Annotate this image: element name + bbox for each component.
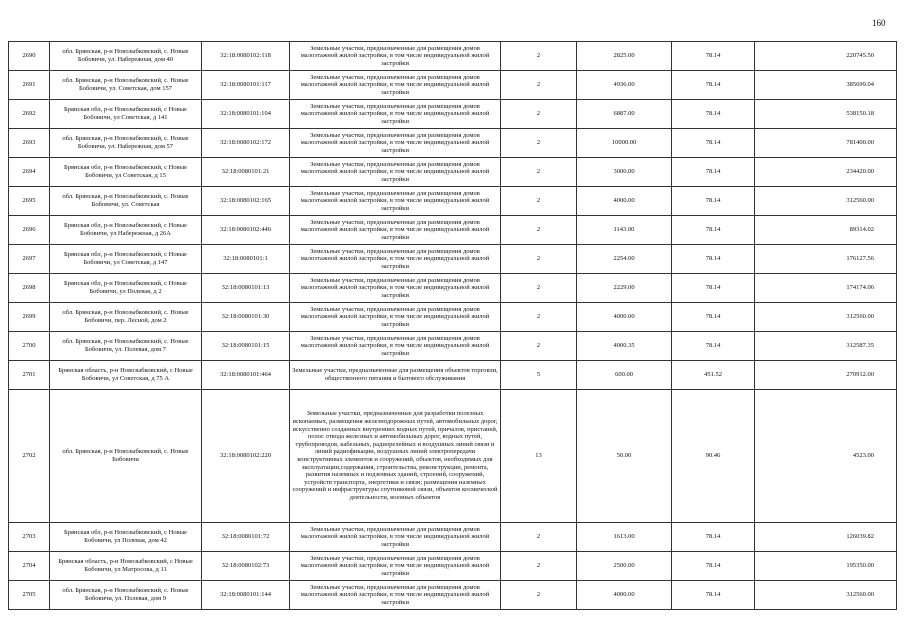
- table-row: [9, 71, 897, 100]
- cell-land-use-type: Земельные участки, предназначенные для размещения домов малоэтажной жилой застройки, в том числе индивидуальной жилой застройки: [290, 71, 501, 100]
- cell-land-use-type: Земельные участки, предназначенные для размещения домов малоэтажной жилой застройки, в том числе индивидуальной жилой застройки: [290, 552, 501, 581]
- cell-address: обл. Брянская, р-н Новозыбковский, с. Новые Бобовичи: [50, 390, 202, 523]
- cell-area: 4000.00: [577, 581, 672, 610]
- cell-address: обл. Брянская, р-н Новозыбковский, с. Новые Бобовичи, пер. Лесной, дом 2: [50, 303, 202, 332]
- cell-row-number: 2690: [9, 42, 50, 71]
- cell-cadastral-number: 32:18:0080101:464: [202, 361, 290, 390]
- cell-address: обл. Брянская, р-н Новозыбковский, с. Новые Бобовичи, ул. Набережная, дом 57: [50, 129, 202, 158]
- cell-row-number: 2692: [9, 100, 50, 129]
- cell-row-number: 2691: [9, 71, 50, 100]
- cell-row-number: 2702: [9, 390, 50, 523]
- cell-row-number: 2693: [9, 129, 50, 158]
- cell-cadastral-number: 32:18:0080101:104: [202, 100, 290, 129]
- cell-land-use-type: Земельные участки, предназначенные для размещения домов малоэтажной жилой застройки, в том числе индивидуальной жилой застройки: [290, 158, 501, 187]
- table-row: [9, 100, 897, 129]
- cell-address: Брянская обл, р-н Новозыбковский, с Новые Бобовичи, ул Советская, д 141: [50, 100, 202, 129]
- cell-specific-value: 78.14: [672, 523, 755, 552]
- cell-row-number: 2699: [9, 303, 50, 332]
- table-row: [9, 187, 897, 216]
- cell-group-code: 2: [501, 187, 577, 216]
- cell-cadastral-value: 220745.50: [755, 42, 897, 71]
- cell-specific-value: 78.14: [672, 187, 755, 216]
- cell-cadastral-number: 32:18:0080102:172: [202, 129, 290, 158]
- cell-address: Брянская область, р-н Новозыбковский, с Новые Бобовичи, ул Матросова, д 11: [50, 552, 202, 581]
- cell-group-code: 2: [501, 581, 577, 610]
- cell-address: Брянская обл, р-н Новозыбковский, с Новые Бобовичи, ул Набережная, д 26А: [50, 216, 202, 245]
- cell-land-use-type: Земельные участки, предназначенные для размещения домов малоэтажной жилой застройки, в том числе индивидуальной жилой застройки: [290, 216, 501, 245]
- cell-cadastral-number: 32:18:0080101:30: [202, 303, 290, 332]
- cell-group-code: 2: [501, 274, 577, 303]
- cell-cadastral-number: 32:18:0080102:73: [202, 552, 290, 581]
- cell-specific-value: 78.14: [672, 332, 755, 361]
- cell-group-code: 5: [501, 361, 577, 390]
- cell-group-code: 2: [501, 71, 577, 100]
- cell-group-code: 2: [501, 245, 577, 274]
- cell-area: 1613.00: [577, 523, 672, 552]
- cell-group-code: 2: [501, 216, 577, 245]
- table-row: [9, 552, 897, 581]
- table-row: [9, 361, 897, 390]
- cell-specific-value: 78.14: [672, 158, 755, 187]
- cell-specific-value: 78.14: [672, 42, 755, 71]
- cell-specific-value: 78.14: [672, 303, 755, 332]
- page-number: 160: [872, 18, 886, 28]
- cell-land-use-type: Земельные участки, предназначенные для размещения домов малоэтажной жилой застройки, в том числе индивидуальной жилой застройки: [290, 332, 501, 361]
- cell-address: обл. Брянская, р-н Новозыбковский, с. Новые Бобовичи, ул. Набережная, дом 40: [50, 42, 202, 71]
- cell-address: обл. Брянская, р-н Новозыбковский, с. Новые Бобовичи, ул. Советская, дом 157: [50, 71, 202, 100]
- cell-row-number: 2703: [9, 523, 50, 552]
- cell-specific-value: 78.14: [672, 581, 755, 610]
- cell-cadastral-number: 32:18:0080101:13: [202, 274, 290, 303]
- cell-specific-value: 451.52: [672, 361, 755, 390]
- cell-area: 2254.00: [577, 245, 672, 274]
- cell-land-use-type: Земельные участки, предназначенные для размещения домов малоэтажной жилой застройки, в том числе индивидуальной жилой застройки: [290, 523, 501, 552]
- cell-cadastral-number: 32:18:0080101:1: [202, 245, 290, 274]
- cell-specific-value: 78.14: [672, 552, 755, 581]
- cell-area: 6887.00: [577, 100, 672, 129]
- cell-area: 2825.00: [577, 42, 672, 71]
- cell-address: обл. Брянская, р-н Новозыбковский, с. Новые Бобовичи, ул. Полевая, дом 7: [50, 332, 202, 361]
- cell-land-use-type: Земельные участки, предназначенные для размещения объектов торговли, общественного питания и бытового обслуживания: [290, 361, 501, 390]
- cell-area: 50.00: [577, 390, 672, 523]
- cell-cadastral-value: 781400.00: [755, 129, 897, 158]
- cell-cadastral-value: 195350.00: [755, 552, 897, 581]
- cell-group-code: 2: [501, 523, 577, 552]
- cell-row-number: 2698: [9, 274, 50, 303]
- cell-row-number: 2697: [9, 245, 50, 274]
- cell-specific-value: 90.46: [672, 390, 755, 523]
- table-row: [9, 303, 897, 332]
- cell-cadastral-value: 385699.04: [755, 71, 897, 100]
- cell-address: Брянская обл, р-н Новозыбковский, с Новые Бобовичи, ул Советская, д 15: [50, 158, 202, 187]
- cell-land-use-type: Земельные участки, предназначенные для размещения домов малоэтажной жилой застройки, в том числе индивидуальной жилой застройки: [290, 581, 501, 610]
- cell-cadastral-number: 32:18:0080101:117: [202, 71, 290, 100]
- cell-cadastral-value: 89314.02: [755, 216, 897, 245]
- cell-area: 2500.00: [577, 552, 672, 581]
- cell-cadastral-number: 32:18:0080101:72: [202, 523, 290, 552]
- cell-area: 600.00: [577, 361, 672, 390]
- cell-specific-value: 78.14: [672, 129, 755, 158]
- cell-cadastral-value: 174174.06: [755, 274, 897, 303]
- cell-cadastral-value: 312587.35: [755, 332, 897, 361]
- table-row: [9, 523, 897, 552]
- cell-address: обл. Брянская, р-н Новозыбковский, с. Новые Бобовичи, ул. Советская: [50, 187, 202, 216]
- cell-cadastral-value: 270912.00: [755, 361, 897, 390]
- table-row: [9, 245, 897, 274]
- cell-group-code: 2: [501, 42, 577, 71]
- cell-cadastral-value: 312560.00: [755, 303, 897, 332]
- cell-cadastral-number: 32:18:0080101:21: [202, 158, 290, 187]
- cell-land-use-type: Земельные участки, предназначенные для размещения домов малоэтажной жилой застройки, в том числе индивидуальной жилой застройки: [290, 100, 501, 129]
- cell-group-code: 13: [501, 390, 577, 523]
- cell-area: 4936.00: [577, 71, 672, 100]
- table-row: [9, 158, 897, 187]
- table-row: [9, 332, 897, 361]
- table-row: [9, 42, 897, 71]
- cell-cadastral-value: 4523.00: [755, 390, 897, 523]
- cell-row-number: 2694: [9, 158, 50, 187]
- cell-specific-value: 78.14: [672, 100, 755, 129]
- cell-address: Брянская обл, р-н Новозыбковский, с Новые Бобовичи, ул Полевая, дом 42: [50, 523, 202, 552]
- cell-group-code: 2: [501, 552, 577, 581]
- cell-land-use-type: Земельные участки, предназначенные для размещения домов малоэтажной жилой застройки, в том числе индивидуальной жилой застройки: [290, 42, 501, 71]
- cell-address: Брянская область, р-н Новозыбковский, с Новые Бобовичи, ул Советская, д 75 А: [50, 361, 202, 390]
- cell-group-code: 2: [501, 332, 577, 361]
- cell-land-use-type: Земельные участки, предназначенные для размещения домов малоэтажной жилой застройки, в том числе индивидуальной жилой застройки: [290, 187, 501, 216]
- cell-specific-value: 78.14: [672, 216, 755, 245]
- cell-cadastral-number: 32:18:0080102:118: [202, 42, 290, 71]
- cell-cadastral-value: 176127.56: [755, 245, 897, 274]
- cell-area: 10000.00: [577, 129, 672, 158]
- cell-land-use-type: Земельные участки, предназначенные для размещения домов малоэтажной жилой застройки, в том числе индивидуальной жилой застройки: [290, 274, 501, 303]
- cell-address: обл. Брянская, р-н Новозыбковский, с. Новые Бобовичи, ул. Полевая, дом 9: [50, 581, 202, 610]
- cell-group-code: 2: [501, 100, 577, 129]
- cell-cadastral-value: 234420.00: [755, 158, 897, 187]
- cell-cadastral-number: 32:18:0080102:220: [202, 390, 290, 523]
- cell-address: Брянская обл, р-н Новозыбковский, с Новые Бобовичи, ул Полевая, д 2: [50, 274, 202, 303]
- table-row: [9, 581, 897, 610]
- table-row: [9, 274, 897, 303]
- cell-cadastral-number: 32:18:0080101:144: [202, 581, 290, 610]
- cell-specific-value: 78.14: [672, 71, 755, 100]
- cell-row-number: 2704: [9, 552, 50, 581]
- cell-cadastral-value: 538150.18: [755, 100, 897, 129]
- cell-cadastral-number: 32:18:0080102:446: [202, 216, 290, 245]
- cell-area: 4000.00: [577, 303, 672, 332]
- cell-row-number: 2695: [9, 187, 50, 216]
- cell-cadastral-number: 32:18:0080102:165: [202, 187, 290, 216]
- cell-area: 4000.00: [577, 187, 672, 216]
- cell-land-use-type: Земельные участки, предназначенные для размещения домов малоэтажной жилой застройки, в том числе индивидуальной жилой застройки: [290, 129, 501, 158]
- cell-row-number: 2701: [9, 361, 50, 390]
- cell-group-code: 2: [501, 129, 577, 158]
- cell-area: 1143.00: [577, 216, 672, 245]
- cell-row-number: 2700: [9, 332, 50, 361]
- cell-land-use-type: Земельные участки, предназначенные для размещения домов малоэтажной жилой застройки, в том числе индивидуальной жилой застройки: [290, 245, 501, 274]
- cell-area: 2229.00: [577, 274, 672, 303]
- table-row: [9, 216, 897, 245]
- cell-specific-value: 78.14: [672, 245, 755, 274]
- cell-group-code: 2: [501, 303, 577, 332]
- cell-land-use-type: Земельные участки, предназначенные для разработки полезных ископаемых, размещения железнодорожных путей, автомобильных дорог, искусственно созданных внутренних водных путей, причалов, пристаней, полос отвода железных и автомобильных дорог, водных путей, трубопроводов, кабельных, радиорелейных и воздушных линий связи и линий радиофикации, воздушных линий электропередачи конструктивных элементов и сооружений, объектов, необходимых для эксплуатации,содержания, строительства, реконструкции, ремонта, развития наземных и подземных зданий, строений, сооружений, устройств транспорта, энергетики и связи; размещения наземных сооружений и инфраструктуры спутниковой связи, объектов космической деятельности, военных объектов: [290, 390, 501, 523]
- cell-cadastral-number: 32:18:0080101:15: [202, 332, 290, 361]
- cell-group-code: 2: [501, 158, 577, 187]
- cell-row-number: 2696: [9, 216, 50, 245]
- table-row: [9, 129, 897, 158]
- cell-address: Брянская обл, р-н Новозыбковский, с Новые Бобовичи, ул Советская, д 147: [50, 245, 202, 274]
- cell-land-use-type: Земельные участки, предназначенные для размещения домов малоэтажной жилой застройки, в том числе индивидуальной жилой застройки: [290, 303, 501, 332]
- cell-specific-value: 78.14: [672, 274, 755, 303]
- land-plots-table: [8, 41, 897, 610]
- cell-row-number: 2705: [9, 581, 50, 610]
- cell-cadastral-value: 312560.00: [755, 187, 897, 216]
- cell-cadastral-value: 126039.82: [755, 523, 897, 552]
- cell-cadastral-value: 312560.00: [755, 581, 897, 610]
- table-row: [9, 390, 897, 523]
- cell-area: 3000.00: [577, 158, 672, 187]
- cell-area: 4000.35: [577, 332, 672, 361]
